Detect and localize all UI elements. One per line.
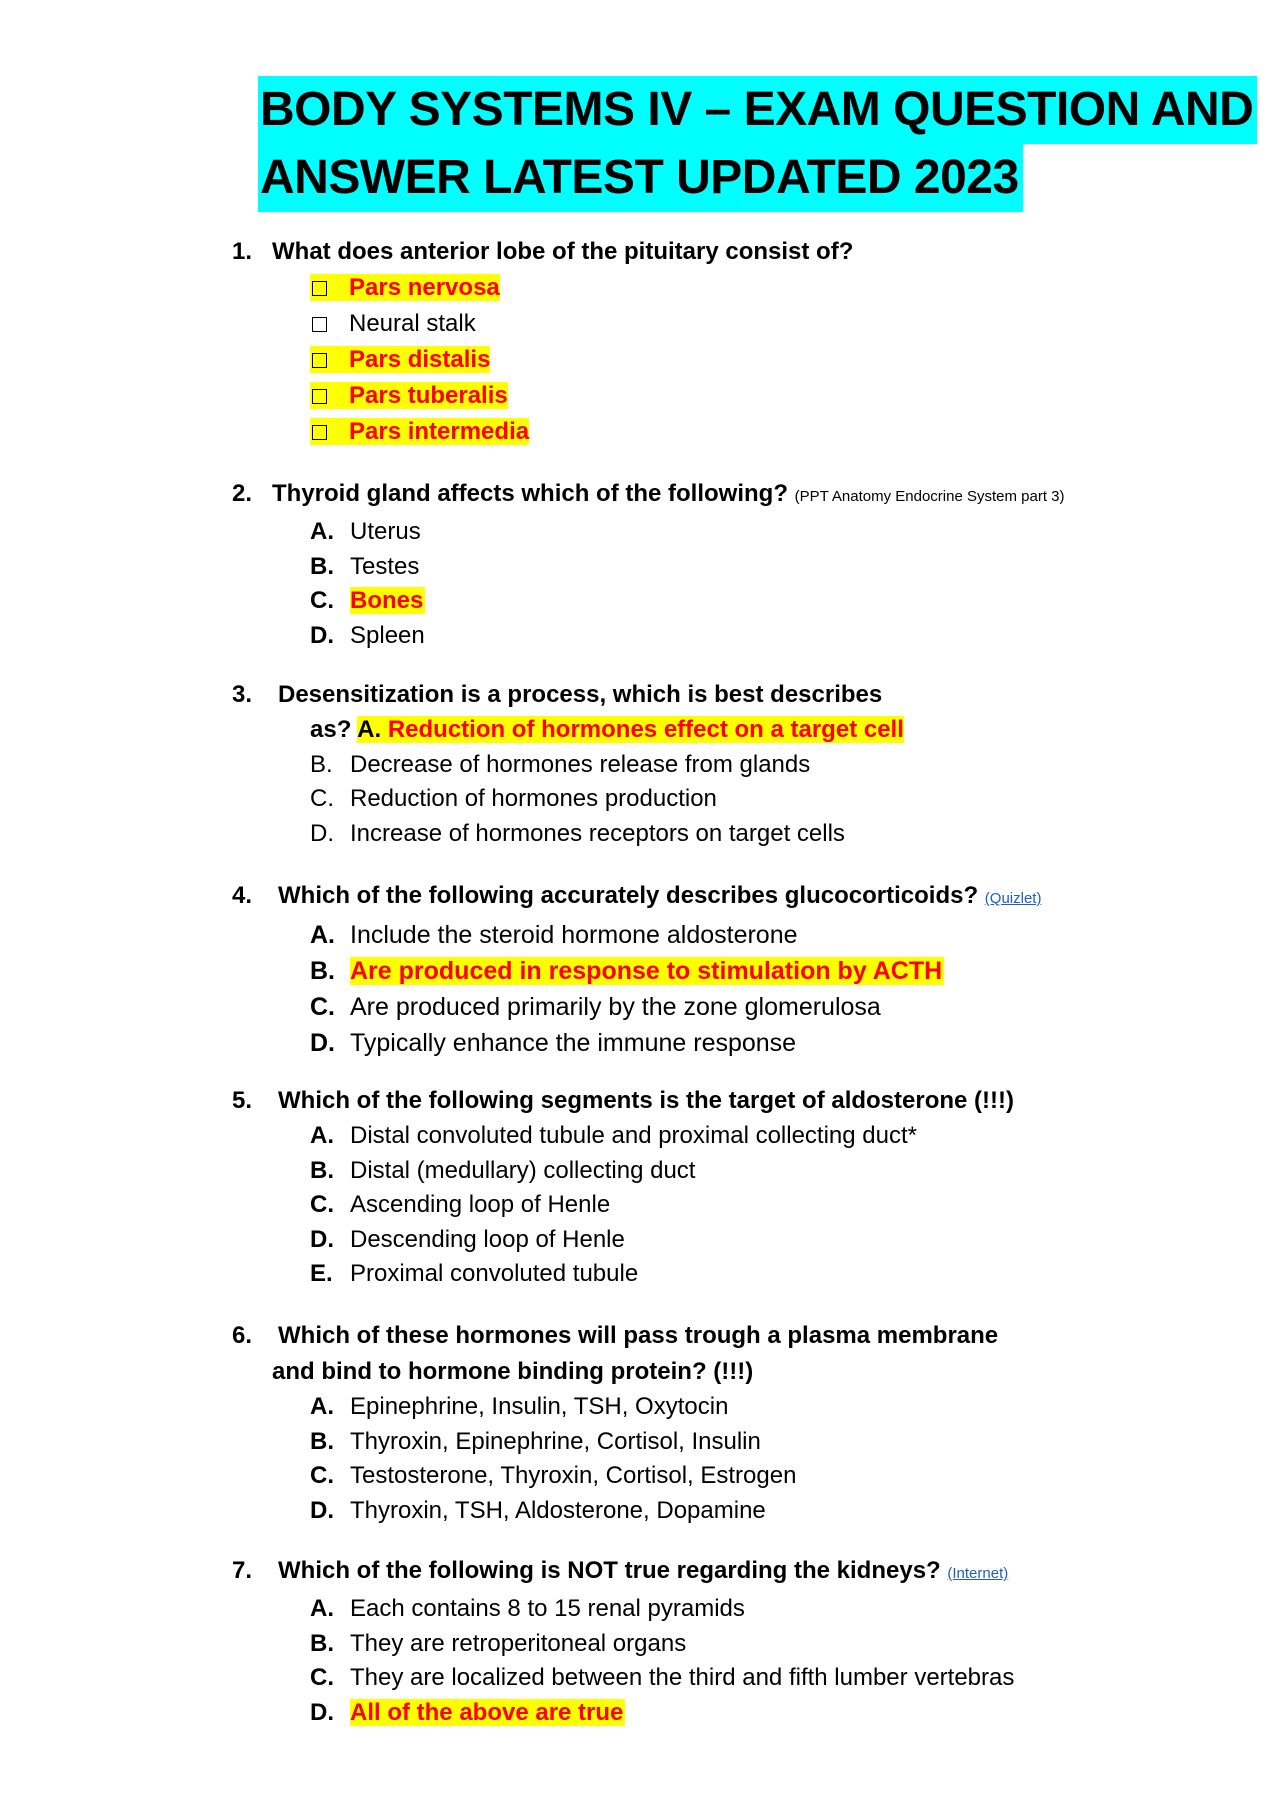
checkbox-icon [312,389,327,404]
option-2d: D. Spleen [310,621,425,649]
option-6c: C. Testosterone, Thyroxin, Cortisol, Estrogen [310,1462,797,1489]
checkbox-icon [312,425,327,440]
option-7c: C. They are localized between the third and fifth lumber vertebras [310,1664,1015,1691]
option-3b: B. Decrease of hormones release from glands [310,750,811,778]
question-5 [232,1083,1014,1292]
option-6d: D. Thyroxin, TSH, Aldosterone, Dopamine [310,1496,766,1524]
option-4d: D. Typically enhance the immune response [310,1029,797,1057]
question-7 [232,1553,1014,1730]
option-3d: D. Increase of hormones receptors on target cells [310,819,845,847]
option-1d: Pars tuberalis [310,378,853,414]
question-7-stem: 7. Which of the following is NOT true regarding the kidneys? (Internet) [232,1557,1009,1584]
option-2a: A. Uterus [310,518,421,545]
title-line-2: ANSWER LATEST UPDATED 2023 [258,144,1023,212]
option-1c: Pars distalis [310,342,853,378]
option-6a: A. Epinephrine, Insulin, TSH, Oxytocin [310,1393,729,1420]
option-1e: Pars intermedia [310,414,853,450]
option-1a: Pars nervosa [310,270,853,306]
question-2 [232,476,1065,653]
option-5a: A. Distal convoluted tubule and proximal collecting duct* [310,1122,917,1149]
question-6 [232,1318,998,1528]
question-4 [232,878,1041,1061]
internet-link[interactable]: (Internet) [947,1565,1009,1582]
question-2-stem: 2. Thyroid gland affects which of the following? (PPT Anatomy Endocrine System part 3) [232,480,1065,507]
option-6b: B. Thyroxin, Epinephrine, Cortisol, Insulin [310,1427,761,1455]
option-4b: B. Are produced in response to stimulation by ACTH [310,957,943,985]
option-4a: A. Include the steroid hormone aldosterone [310,921,798,949]
document-title [258,76,1257,212]
option-4c: C. Are produced primarily by the zone glomerulosa [310,993,881,1021]
option-5e: E. Proximal convoluted tubule [310,1260,639,1287]
quizlet-link[interactable]: (Quizlet) [984,890,1042,907]
option-3a: as? A. Reduction of hormones effect on a target cell [310,716,904,743]
question-1 [232,234,853,450]
checkbox-icon [312,317,327,332]
checkbox-icon [312,281,327,296]
option-2c: C. Bones [310,587,424,614]
option-1b: Neural stalk [310,306,853,342]
option-7b: B. They are retroperitoneal organs [310,1629,687,1657]
option-5d: D. Descending loop of Henle [310,1225,625,1253]
option-2b: B. Testes [310,552,420,580]
checkbox-icon [312,353,327,368]
title-line-1: BODY SYSTEMS IV – EXAM QUESTION AND [258,76,1257,144]
question-6-stem: 6. Which of these hormones will pass trough a plasma membrane and bind to hormone binding protein? (!!!) [232,1322,999,1385]
option-5b: B. Distal (medullary) collecting duct [310,1156,696,1184]
question-3 [232,677,904,851]
option-7a: A. Each contains 8 to 15 renal pyramids [310,1595,745,1622]
option-5c: C. Ascending loop of Henle [310,1191,611,1218]
question-3-stem: 3. Desensitization is a process, which is best describes [232,681,883,708]
question-4-stem: 4. Which of the following accurately describes glucocorticoids? (Quizlet) [232,882,1042,909]
option-3c: C. Reduction of hormones production [310,785,717,812]
question-5-stem: 5. Which of the following segments is the target of aldosterone (!!!) [232,1087,1015,1114]
option-7d: D. All of the above are true [310,1698,624,1726]
question-1-stem: 1. What does anterior lobe of the pituitary consist of? [232,238,854,265]
